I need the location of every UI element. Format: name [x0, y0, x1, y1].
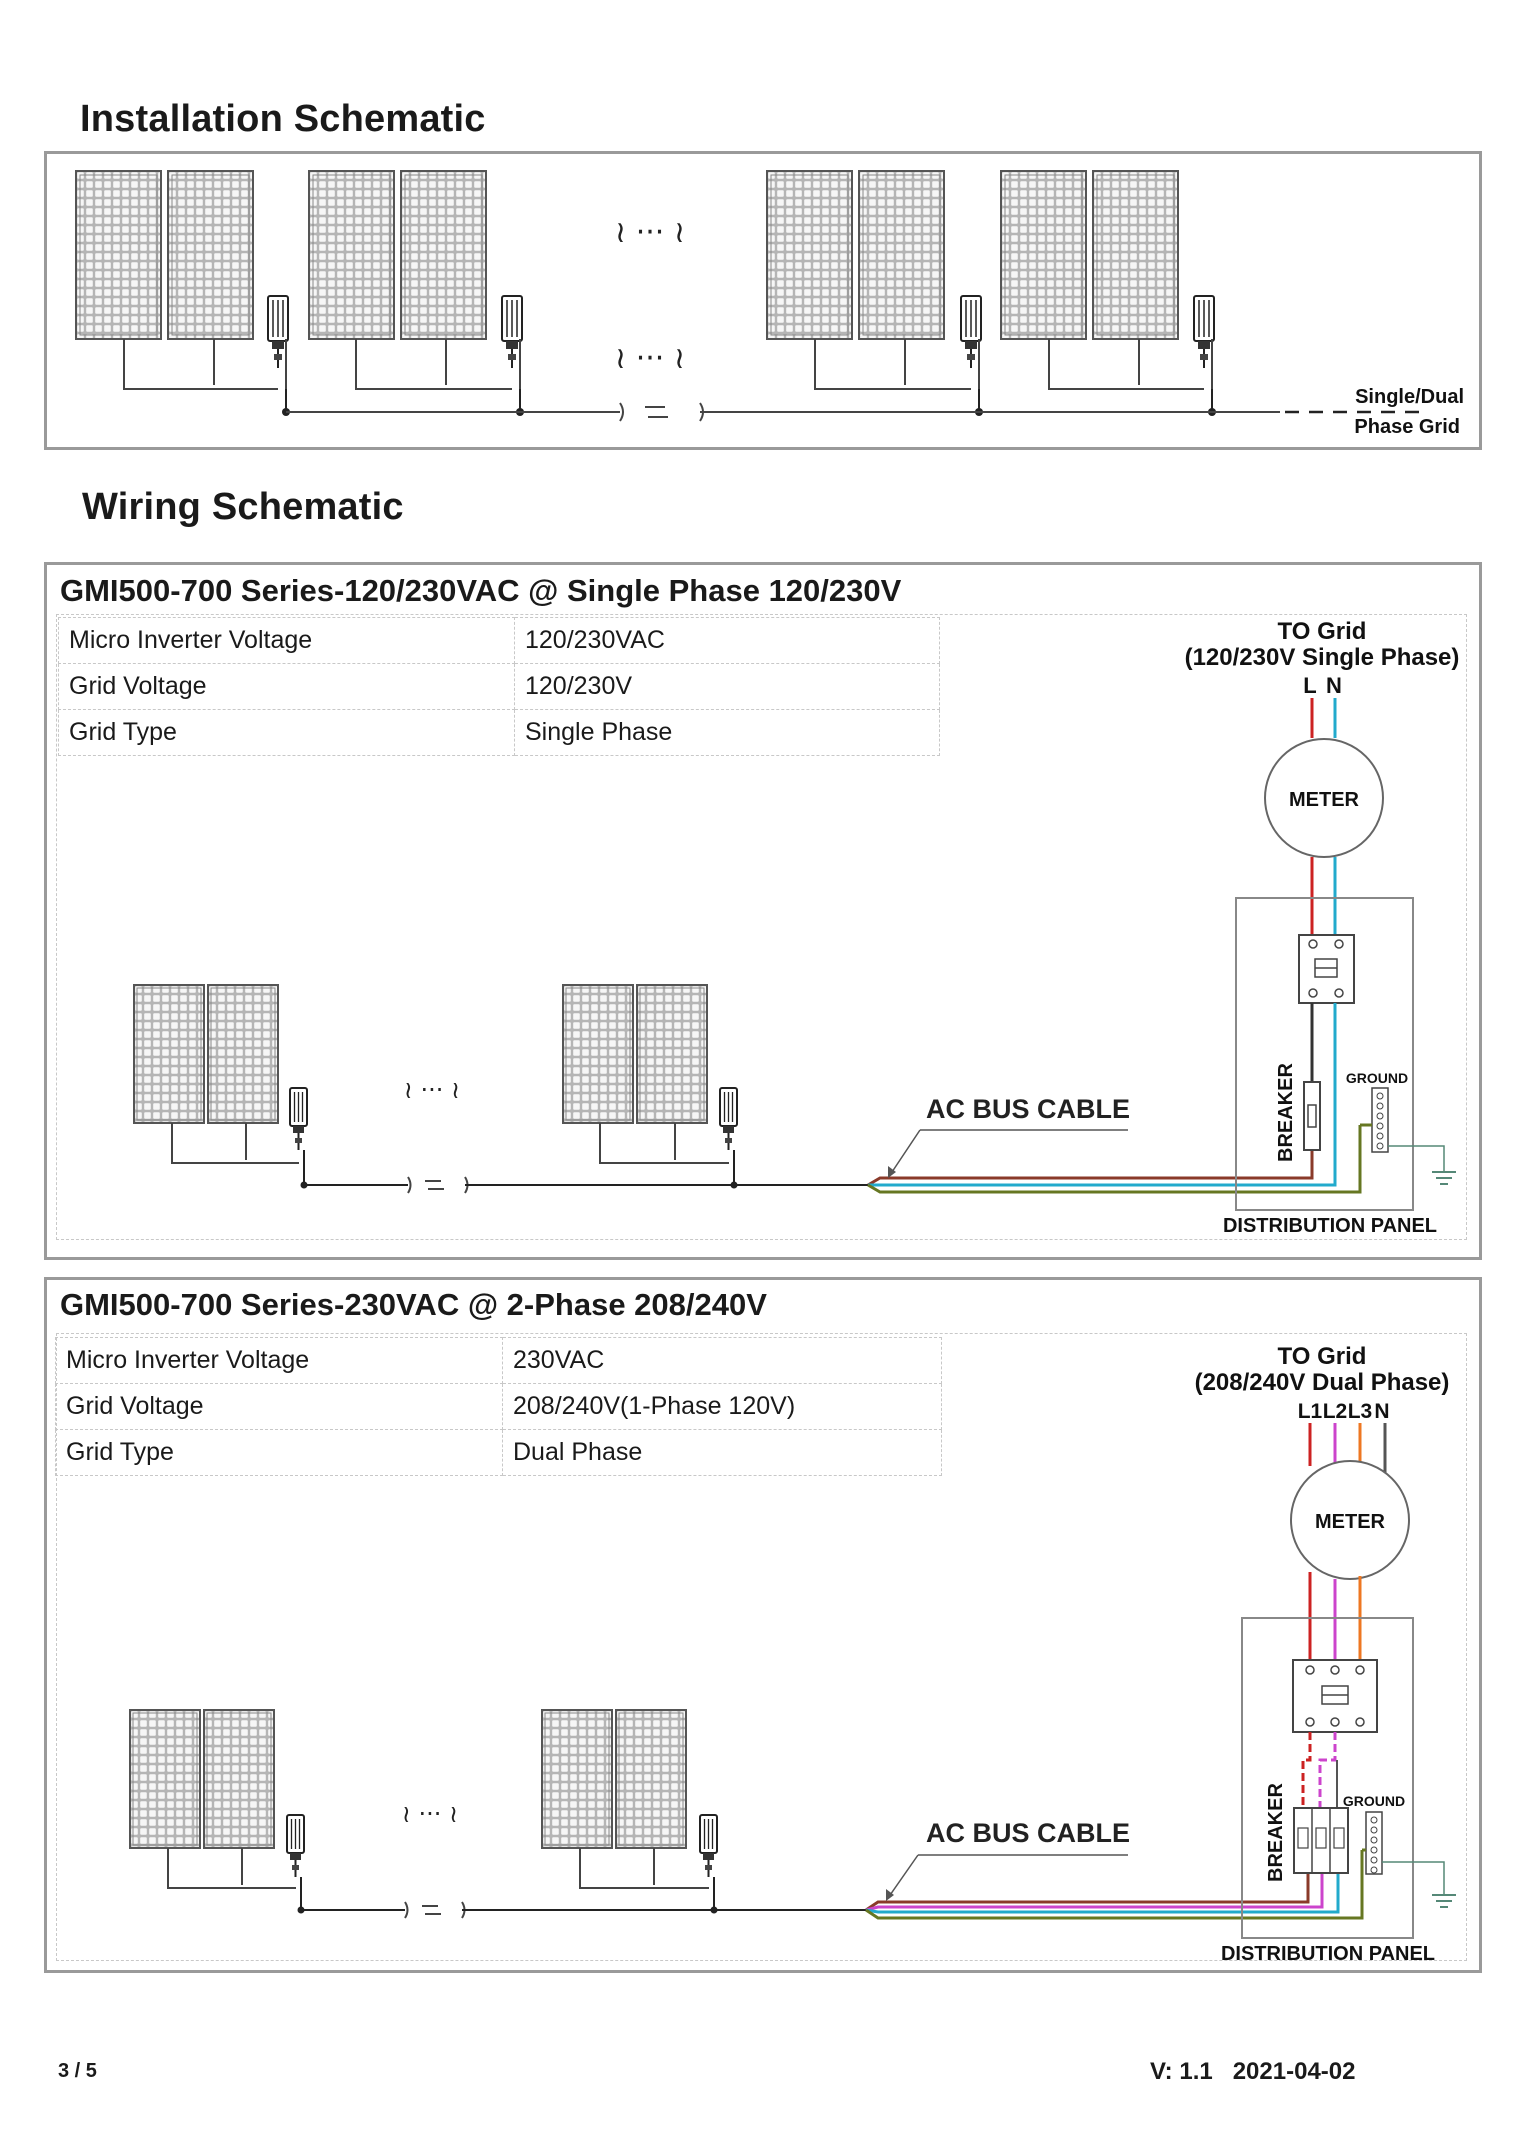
spec-value: 208/240V(1-Phase 120V) [503, 1384, 942, 1430]
panel1-ground-label: GROUND [1345, 1070, 1409, 1086]
solar-panel-icon [767, 171, 852, 339]
phase-label-L2: L2 [1322, 1400, 1348, 1423]
panel1-to-grid-line1: TO Grid [1277, 618, 1367, 645]
solar-panel-icon [309, 171, 394, 339]
panel1-meter-label: METER [1289, 789, 1359, 811]
spec-value: Dual Phase [503, 1430, 942, 1476]
wiring-title: Wiring Schematic [82, 486, 404, 528]
ellipsis-top: ≀ ··· ≀ [614, 215, 686, 250]
installation-group-3 [767, 171, 983, 416]
spec-label: Grid Voltage [59, 664, 515, 710]
panel1-to-grid-line2: (120/230V Single Phase) [1184, 644, 1460, 671]
phase-label-N: N [1326, 673, 1342, 698]
solar-panel-icon [401, 171, 486, 339]
panel1-distribution-panel-label: DISTRIBUTION PANEL [1222, 1215, 1438, 1237]
panel2-bus-cable-label: AC BUS CABLE [925, 1818, 1131, 1848]
version-date: V: 1.1 2021-04-02 [1150, 2058, 1356, 2085]
spec-label: Micro Inverter Voltage [59, 618, 515, 664]
table-row [56, 1430, 942, 1476]
solar-panel-icon [859, 171, 944, 339]
phase-label-L1: L1 [1297, 1400, 1323, 1423]
table-row [56, 1384, 942, 1430]
spec-value: Single Phase [515, 710, 940, 756]
grid-label-line2: Phase Grid [1354, 416, 1460, 438]
table-row [56, 1338, 942, 1384]
installation-title: Installation Schematic [80, 98, 486, 140]
installation-group-4 [1001, 171, 1216, 416]
spec-label: Micro Inverter Voltage [56, 1338, 503, 1384]
panel2-ellipsis: ≀ ··· ≀ [401, 1800, 459, 1828]
panel1-ellipsis: ≀ ··· ≀ [403, 1076, 461, 1104]
solar-panel-icon [1093, 171, 1178, 339]
panel2-ground-label: GROUND [1342, 1793, 1406, 1809]
panel1-spec-table [58, 617, 940, 756]
spec-label: Grid Voltage [56, 1384, 503, 1430]
grid-label-line1: Single/Dual [1355, 386, 1464, 408]
solar-panel-icon [76, 171, 161, 339]
installation-group-2 [309, 171, 524, 416]
installation-group-1 [76, 171, 290, 416]
solar-panel-icon [1001, 171, 1086, 339]
panel2-to-grid-line2: (208/240V Dual Phase) [1194, 1369, 1450, 1396]
installation-bus-line [286, 403, 1425, 421]
solar-panel-icon [168, 171, 253, 339]
phase-label-L3: L3 [1347, 1400, 1373, 1423]
table-row [59, 710, 940, 756]
table-row [59, 664, 940, 710]
panel2-title: GMI500-700 Series-230VAC @ 2-Phase 208/240V [60, 1287, 767, 1322]
phase-label-N: N [1374, 1400, 1390, 1423]
spec-value: 120/230VAC [515, 618, 940, 664]
panel2-distribution-panel-label: DISTRIBUTION PANEL [1220, 1943, 1436, 1965]
page-number: 3 / 5 [58, 2060, 97, 2082]
spec-label: Grid Type [56, 1430, 503, 1476]
panel1-breaker-label: BREAKER [1275, 1063, 1297, 1162]
spec-value: 230VAC [503, 1338, 942, 1384]
panel2-spec-table [55, 1337, 942, 1476]
panel2-meter-label: METER [1315, 1511, 1385, 1533]
panel2-breaker-label: BREAKER [1265, 1783, 1287, 1882]
panel1-bus-cable-label: AC BUS CABLE [925, 1094, 1131, 1124]
table-row [59, 618, 940, 664]
spec-label: Grid Type [59, 710, 515, 756]
panel1-title: GMI500-700 Series-120/230VAC @ Single Phase 120/230V [60, 573, 902, 608]
phase-label-L: L [1303, 673, 1317, 698]
spec-value: 120/230V [515, 664, 940, 710]
panel2-to-grid-line1: TO Grid [1277, 1343, 1367, 1370]
ellipsis-bottom: ≀ ··· ≀ [614, 341, 686, 376]
